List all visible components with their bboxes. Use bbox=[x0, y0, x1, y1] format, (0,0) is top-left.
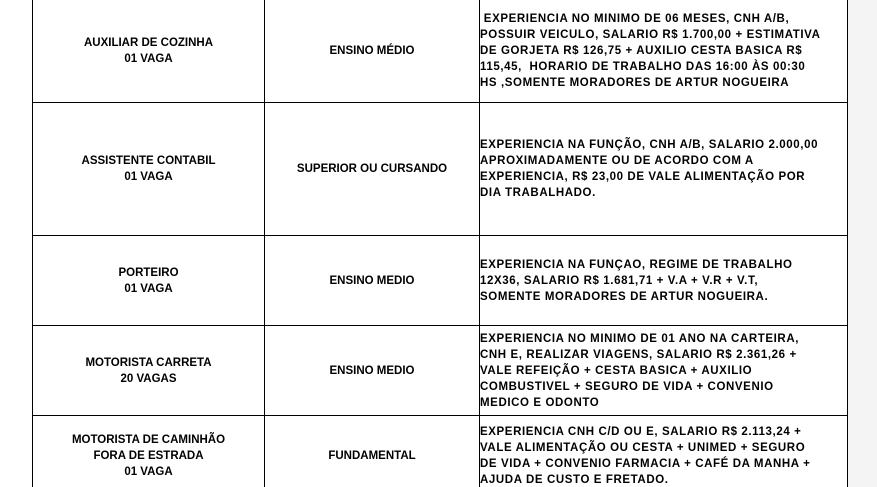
job-vacancies-table bbox=[32, 0, 848, 487]
requirements-line: DE GORJETA R$ 126,75 + AUXILIO CESTA BASICA R$ bbox=[480, 44, 803, 57]
requirements-line: EXPERIENCIA NO MINIMO DE 06 MESES, CNH A/B, bbox=[480, 12, 790, 25]
requirements-line: EXPERIENCIA, R$ 23,00 DE VALE ALIMENTAÇÃO POR bbox=[480, 171, 806, 183]
education-cell bbox=[265, 416, 480, 487]
job-title: PORTEIRO bbox=[118, 266, 179, 279]
table-row bbox=[33, 326, 848, 416]
job-title: MOTORISTA DE CAMINHÃO bbox=[71, 434, 226, 446]
requirements-line: HS ,SOMENTE MORADORES DE ARTUR NOGUEIRA bbox=[480, 76, 790, 89]
requirements-line: AJUDA DE CUSTO E FRETADO. bbox=[480, 474, 669, 486]
table-row bbox=[33, 236, 848, 326]
requirements-cell bbox=[480, 103, 848, 236]
education-cell bbox=[265, 103, 480, 236]
requirements-line: EXPERIENCIA NA FUNÇAO, REGIME DE TRABALHO bbox=[480, 258, 793, 271]
requirements-line: SOMENTE MORADORES DE ARTUR NOGUEIRA. bbox=[480, 290, 769, 303]
education-cell bbox=[265, 326, 480, 416]
table-row bbox=[33, 0, 848, 103]
requirements-line: 115,45, HORARIO DE TRABALHO DAS 16:00 ÀS 00:30 bbox=[480, 60, 806, 73]
job-title: FORA DE ESTRADA bbox=[93, 450, 204, 462]
education-level: SUPERIOR OU CURSANDO bbox=[296, 163, 448, 175]
requirements-line: CNH E, REALIZAR VIAGENS, SALARIO R$ 2.361,26 + bbox=[480, 348, 797, 361]
requirements-line: APROXIMADAMENTE OU DE ACORDO COM A bbox=[480, 155, 754, 167]
requirements-cell bbox=[480, 236, 848, 326]
job-title: AUXILIAR DE COZINHA bbox=[83, 36, 214, 49]
job-vacancies: 01 VAGA bbox=[124, 282, 173, 295]
requirements-line: EXPERIENCIA NO MINIMO DE 01 ANO NA CARTEIRA, bbox=[480, 332, 800, 345]
requirements-line: 12X36, SALARIO R$ 1.681,71 + V.A + V.R + V.T, bbox=[480, 274, 759, 287]
job-vacancies: 20 VAGAS bbox=[120, 372, 177, 385]
requirements-cell bbox=[480, 416, 848, 487]
job-title-cell bbox=[33, 103, 265, 236]
requirements-line: MEDICO E ODONTO bbox=[480, 396, 600, 409]
table-row bbox=[33, 103, 848, 236]
education-level: ENSINO MEDIO bbox=[329, 274, 415, 287]
job-vacancies: 01 VAGA bbox=[124, 52, 173, 65]
job-title-cell bbox=[33, 236, 265, 326]
education-level: ENSINO MÉDIO bbox=[329, 44, 415, 57]
education-cell bbox=[265, 0, 480, 103]
requirements-cell bbox=[480, 326, 848, 416]
requirements-line: COMBUSTIVEL + SEGURO DE VIDA + CONVENIO bbox=[480, 380, 774, 393]
requirements-line: VALE REFEIÇÃO + CESTA BASICA + AUXILIO bbox=[480, 364, 753, 377]
requirements-line: EXPERIENCIA CNH C/D OU E, SALARIO R$ 2.113,24 + bbox=[480, 426, 802, 438]
education-level: FUNDAMENTAL bbox=[328, 450, 416, 462]
job-title-cell bbox=[33, 326, 265, 416]
job-title: ASSISTENTE CONTABIL bbox=[81, 155, 216, 167]
requirements-line: POSSUIR VEICULO, SALARIO R$ 1.700,00 + ESTIMATIVA bbox=[480, 28, 821, 41]
job-vacancies: 01 VAGA bbox=[124, 466, 173, 478]
education-cell bbox=[265, 236, 480, 326]
requirements-line: DE VIDA + CONVENIO FARMACIA + CAFÉ DA MANHA + bbox=[480, 458, 811, 470]
job-title-cell bbox=[33, 416, 265, 487]
requirements-line: EXPERIENCIA NA FUNÇÃO, CNH A/B, SALARIO 2.000,00 bbox=[480, 139, 819, 151]
requirements-line: DIA TRABALHADO. bbox=[480, 187, 596, 199]
education-level: ENSINO MEDIO bbox=[329, 364, 415, 377]
job-title: MOTORISTA CARRETA bbox=[85, 356, 212, 369]
requirements-line: VALE ALIMENTAÇÃO OU CESTA + UNIMED + SEGURO bbox=[480, 442, 806, 454]
requirements-cell bbox=[480, 0, 848, 103]
table-row bbox=[33, 416, 848, 487]
page-margin bbox=[847, 0, 877, 487]
job-vacancies: 01 VAGA bbox=[124, 171, 173, 183]
job-title-cell bbox=[33, 0, 265, 103]
